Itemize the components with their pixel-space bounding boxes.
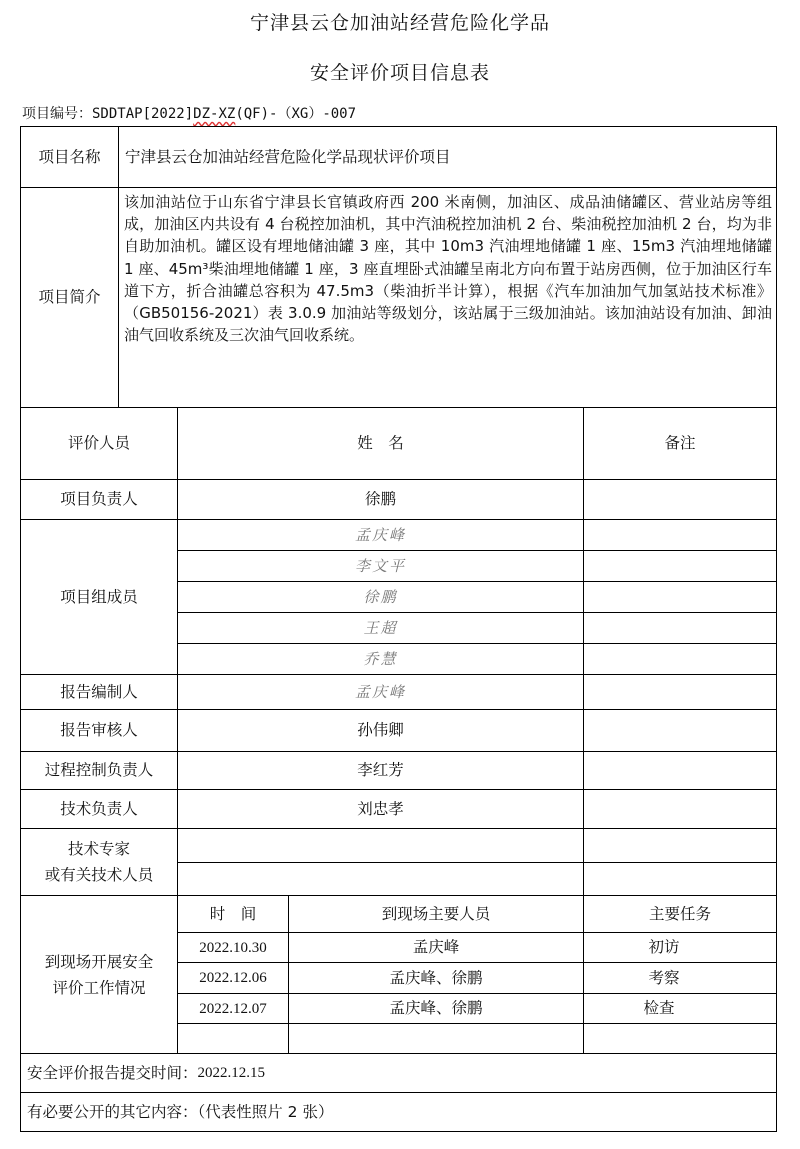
document-title-line2: 安全评价项目信息表	[309, 62, 490, 84]
reviewer-label: 报告审核人	[60, 721, 138, 740]
visit-task: 检查	[643, 999, 675, 1018]
member-signature: 王超	[363, 619, 398, 637]
border	[583, 407, 584, 896]
site-work-label	[21, 896, 177, 1053]
header-people: 到现场主要人员	[381, 904, 491, 923]
member-signature: 李文平	[354, 557, 406, 575]
submit-time-label: 安全评价报告提交时间：	[27, 1063, 198, 1082]
project-intro-label: 项目简介	[38, 288, 101, 307]
member-signature: 徐鹏	[363, 588, 398, 606]
project-number-label: 项目编号：	[22, 106, 92, 122]
header-task: 主要任务	[648, 904, 711, 923]
border	[20, 1131, 777, 1132]
visit-date: 2022.10.30	[199, 939, 267, 956]
project-number-suffix: (QF)-（XG）-007	[235, 106, 357, 122]
submit-time	[21, 1054, 727, 1092]
site-work-label-line1: 到现场开展安全	[44, 952, 154, 971]
border	[20, 187, 777, 188]
visit-date: 2022.12.07	[199, 1000, 267, 1017]
project-number-code: DZ-XZ	[193, 106, 236, 122]
process-control-label: 过程控制负责人	[44, 761, 154, 780]
public-content: 有必要公开的其它内容：（代表性照片 2 张）	[27, 1102, 334, 1121]
project-number	[22, 103, 356, 123]
border	[177, 862, 777, 863]
member-signature: 孟庆峰	[354, 526, 406, 544]
visit-task: 考察	[648, 968, 680, 987]
document-title-line1: 宁津县云仓加油站经营危险化学品	[249, 12, 550, 34]
process-control-name: 李红芳	[357, 761, 404, 780]
project-name-label: 项目名称	[38, 147, 101, 166]
submit-time-value: 2022.12.15	[197, 1065, 266, 1081]
experts-label	[21, 829, 177, 895]
experts-label-line1: 技术专家	[67, 840, 130, 858]
project-number-prefix: SDDTAP[2022]	[92, 106, 194, 122]
project-name-value: 宁津县云仓加油站经营危险化学品现状评价项目	[125, 147, 451, 166]
leader-name: 徐鹏	[364, 490, 396, 509]
visit-people: 孟庆峰、徐鹏	[389, 968, 483, 987]
members-label: 项目组成员	[60, 587, 138, 606]
border	[177, 1023, 777, 1024]
experts-label-line2: 或有关技术人员	[44, 866, 154, 884]
member-signature: 乔慧	[363, 650, 398, 668]
header-role: 评价人员	[67, 434, 130, 453]
visit-people: 孟庆峰、徐鹏	[389, 999, 483, 1018]
visit-people: 孟庆峰	[412, 938, 460, 957]
visit-date: 2022.12.06	[199, 970, 267, 986]
visit-task: 初访	[648, 938, 680, 957]
tech-lead-name: 刘忠孝	[357, 799, 404, 818]
site-work-label-line2: 评价工作情况	[52, 978, 146, 997]
header-note: 备注	[664, 434, 696, 453]
compiler-signature: 孟庆峰	[354, 683, 406, 701]
border	[776, 126, 777, 1132]
reviewer-name: 孙伟卿	[357, 721, 404, 740]
tech-lead-label: 技术负责人	[60, 799, 138, 818]
header-time: 时 间	[209, 904, 257, 923]
project-intro-text: 该加油站位于山东省宁津县长官镇政府西 200 米南侧，加油区、成品油储罐区、营业站房等组成，加油区内共设有 4 台税控加油机，其中汽油税控加油机 2 台、柴油税控加油机 2 台，均为非自助加油机。罐区设有埋地储油罐 3 座，其中 10m3 汽油埋地储罐 1 座、15m3 汽油埋地储罐 1 座、45m³柴油埋地储罐 1 座，3 座直埋卧式油罐呈南北方向布置于站房西侧，位于加油区行车道下方，折合油罐总容积为 47.5m3（柴油折半计算），根据《汽车加油加气加氢站技术标准》（GB50156-2021）表 3.0.9 加油站等级划分，该站属于三级加油站。该加油站设有加油、卸油油气回收系统及三次油气回收系统。	[124, 193, 772, 345]
header-name: 姓 名	[357, 434, 404, 453]
leader-label: 项目负责人	[60, 490, 138, 509]
compiler-label: 报告编制人	[60, 682, 138, 701]
